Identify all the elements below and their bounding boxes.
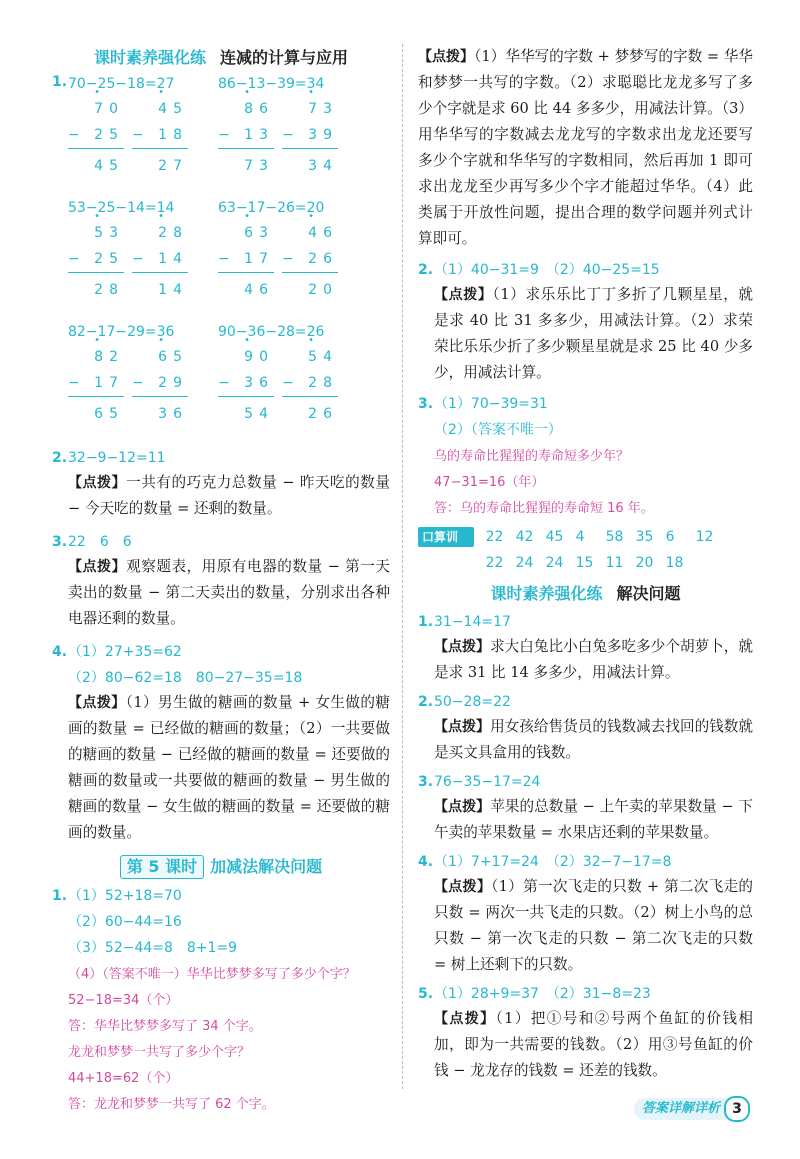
solve-question-3: 3.76−35−17=24 【点拨】苹果的总数量 − 上午卖的苹果数量 − 下午卖的苹果数量 = 水果店还剩的苹果数量。 (418, 774, 754, 841)
oral-value: 20 (635, 555, 654, 571)
calc-equation: 63−17−26=20 (218, 200, 325, 216)
oral-value: 35 (635, 529, 654, 545)
calc-step-1: • 53 − 25 28 (68, 218, 124, 301)
vertical-calc-block (68, 196, 218, 320)
solve-question-4: 4.（1）7+17=24 （2）32−7−17=8 【点拨】（1）第一次飞走的只数 + 第二次飞走的只数 = 两次一共飞走的只数。（2）树上小鸟的总只数 − 第一次飞走的只数 − 第二次飞走的只数 = 树上还剩下的只数。 (418, 854, 753, 973)
oral-value: 18 (665, 555, 684, 571)
oral-value: 45 (545, 529, 564, 545)
calc-step-2: • 28 − 14 14 (132, 218, 188, 301)
oral-value: 58 (605, 529, 624, 545)
section-title-2: 课时素养强化练 解决问题 (490, 584, 681, 603)
oral-value: 11 (605, 555, 624, 571)
lesson-question-1: 1.（1）52+18=70 （2）60−44=16 （3）52−44=8 8+1=9 （4）（答案不唯一）华华比梦梦多写了多少个字？ 52−18=34（个） 答：华华比梦梦多写了 34 个字。 龙龙和梦梦一共写了多少个字？ 44+18=62（个） 答：龙龙和梦梦一共写了 62 个字。 (52, 888, 356, 1112)
vertical-calc-block (218, 72, 368, 196)
calc-step-2: • 54 − 28 26 (282, 342, 338, 425)
solve-question-1: 1.31−14=17 【点拨】求大白兔比小白兔多吃多少个胡萝卜，就是求 31 比 14 多多少，用减法计算。 (418, 614, 753, 681)
solve-question-5: 5.（1）28+9=37 （2）31−8=23 【点拨】（1）把①号和②号两个鱼缸的价钱相加，即为一共需要的钱数。（2）用③号鱼缸的价钱 − 龙龙存的钱数 = 还差的钱数。 (418, 986, 753, 1079)
oral-value: 24 (545, 555, 564, 571)
oral-value: 4 (575, 529, 585, 545)
calc-step-1: • 86 − 13 73 (218, 94, 274, 177)
question-1: 1. 70−25−18=27 • 70 − 25 45 • 45 − 18 27 86−13−39=34 • 86 − 13 73 • 73 − 39 34 53−25−14=14 • 53 − 25 28 • 28 − 14 14 63−17−26=20 • 63 − 17 46 • 46 − 26 20 82−17−29=36 • 82 − 17 65 • 65 − 29 36 90−36−28=26 • 90 − 36 54 • 54 − 28 26 (52, 72, 390, 444)
footer-label: 答案详解详析 (634, 1098, 728, 1120)
calc-step-1: • 63 − 17 46 (218, 218, 274, 301)
calc-equation: 90−36−28=26 (218, 324, 325, 340)
oral-value: 22 (485, 555, 504, 571)
oral-training: 口算训练 22 42 45 4 58 35 6 1222 24 24 15 11 20 18 (418, 524, 753, 576)
right-column (418, 44, 753, 1084)
oral-value: 42 (515, 529, 534, 545)
question-3: 3.22 6 6 【点拨】观察题表，用原有电器的数量 − 第一天卖出的数量 − 第二天卖出的数量，分别求出各种电器还剩的数量。 (52, 534, 390, 627)
question-4: 4.（1）27+35=62 （2）80−62=18 80−27−35=18 【点拨】（1）男生做的糖画的数量 + 女生做的糖画的数量 = 已经做的糖画的数量；（2）一共要做的糖画的数量 − 已经做的糖画的数量 = 还要做的糖画的数量或一共要做的糖画的数量 − 男生做的糖画的数量 − 女生做的糖画的数量 = 还要做的糖画的数量。 (52, 644, 390, 841)
calc-step-2: • 73 − 39 34 (282, 94, 338, 177)
page-number: 3 (724, 1096, 750, 1122)
calc-step-1: • 82 − 17 65 (68, 342, 124, 425)
vertical-calculations (68, 72, 368, 444)
vertical-calc-block (218, 196, 368, 320)
calc-equation: 70−25−18=27 (68, 76, 175, 92)
calc-equation: 53−25−14=14 (68, 200, 175, 216)
calc-step-2: • 65 − 29 36 (132, 342, 188, 425)
calc-equation: 86−13−39=34 (218, 76, 325, 92)
page-footer (634, 1096, 750, 1122)
oral-value: 12 (695, 529, 714, 545)
question-3-right: 3.（1）70−39=31 （2）（答案不唯一） 乌的寿命比猩猩的寿命短多少年？ 47−31=16（年） 答：乌的寿命比猩猩的寿命短 16 年。 (418, 396, 654, 516)
vertical-calc-block (218, 320, 368, 444)
calc-step-2: • 46 − 26 20 (282, 218, 338, 301)
oral-value: 24 (515, 555, 534, 571)
oral-values (486, 524, 753, 576)
calc-equation: 82−17−29=36 (68, 324, 175, 340)
lesson-title: 第 5 课时 加减法解决问题 (52, 852, 390, 882)
vertical-calc-block (68, 72, 218, 196)
question-2-right: 2.（1）40−31=9 （2）40−25=15 【点拨】（1）求乐乐比丁丁多折了几颗星星，就是求 40 比 31 多多少，用减法计算。（2）求荣荣比乐乐少折了多少颗星星就是求 25 比 40 少多少，用减法计算。 (418, 262, 753, 381)
vertical-calc-block (68, 320, 218, 444)
column-divider (402, 44, 403, 1089)
question-2: 2.32−9−12=11 【点拨】一共有的巧克力总数量 − 昨天吃的数量 − 今天吃的数量 = 还剩的数量。 (52, 450, 390, 517)
oral-value: 6 (665, 529, 675, 545)
solve-question-2: 2.50−28=22 【点拨】用女孩给售货员的钱数减去找回的钱数就是买文具盒用的钱数。 (418, 694, 753, 761)
oral-value: 15 (575, 555, 594, 571)
continued-explanation: 【点拨】（1）华华写的字数 + 梦梦写的字数 = 华华和梦梦一共写的字数。（2）求聪聪比龙龙多写了多少个字就是求 60 比 44 多多少，用减法计算。（3）用华华写的字数减去龙龙写的字数求出龙龙还要写多少个字就和华华写的字数相同，然后再加 1 即可求出龙龙至少再写多少个字才能超过华华。（4）此类属于开放性问题，提出合理的数学问题并列式计算即可。 (418, 48, 754, 247)
oral-value: 22 (485, 529, 504, 545)
left-column (52, 44, 390, 1116)
calc-step-1: • 90 − 36 54 (218, 342, 274, 425)
calc-step-1: • 70 − 25 45 (68, 94, 124, 177)
section-title: 课时素养强化练 连减的计算与应用 (93, 48, 349, 67)
calc-step-2: • 45 − 18 27 (132, 94, 188, 177)
